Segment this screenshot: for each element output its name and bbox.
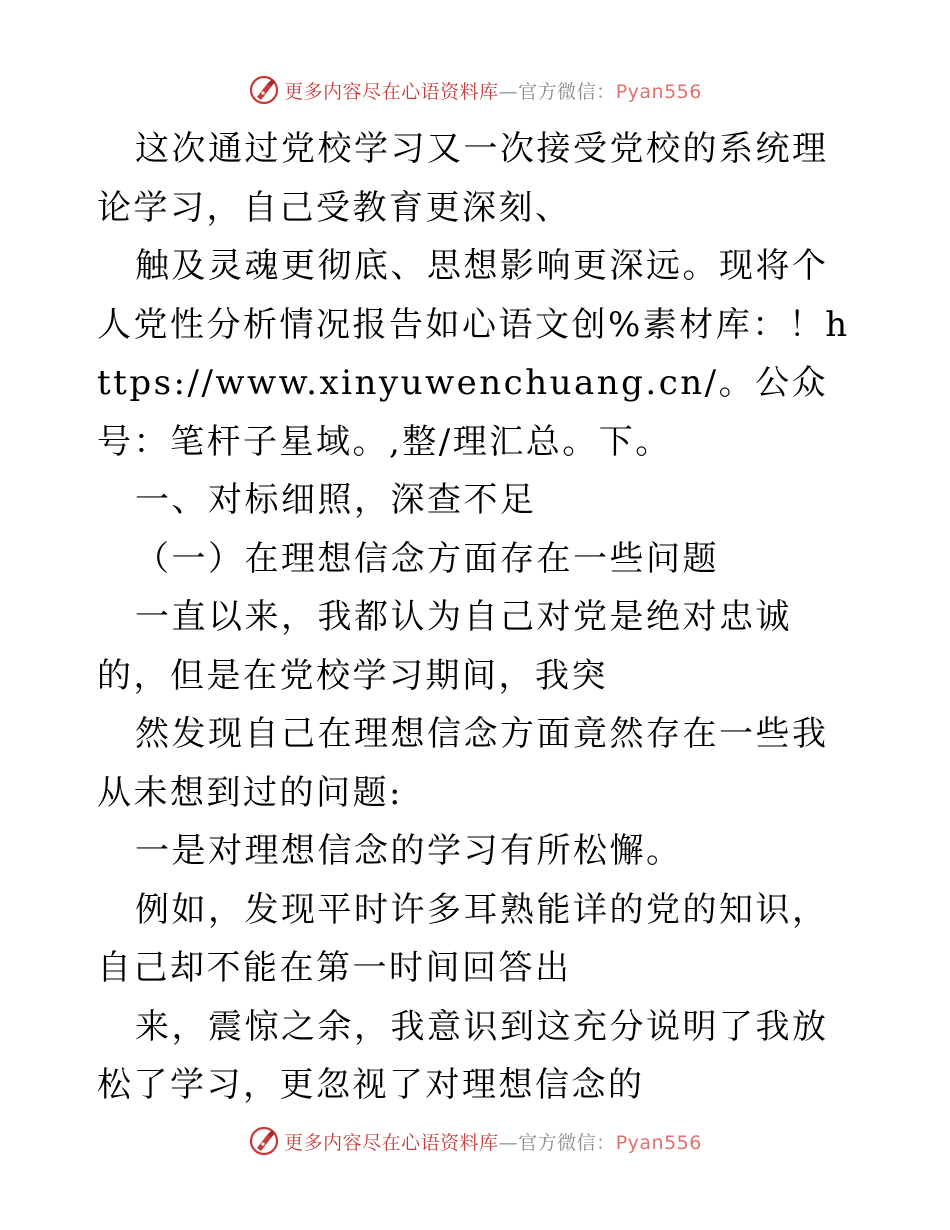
footer-banner-handle: Pyan556 (615, 1131, 702, 1154)
pen-nib-logo-icon (248, 1125, 280, 1157)
paragraph: 例如，发现平时许多耳熟能详的党的知识，自己却不能在第一时间回答出 (97, 889, 829, 988)
pen-nib-logo-icon (248, 74, 280, 106)
header-banner-dash: — (498, 80, 519, 103)
footer-banner (0, 1121, 950, 1161)
header-banner (0, 70, 950, 110)
footer-banner-dash: — (498, 1131, 519, 1154)
paragraph: 触及灵魂更彻底、思想影响更深远。现将个人党性分析情况报告如心语文创%素材库：！https://www.xinyuwenchuang.cn/。公众号：笔杆子星域。,整/理汇总。下。 (97, 246, 850, 462)
subsection-heading: （一）在理想信念方面存在一些问题 (135, 538, 719, 579)
header-banner-text (284, 77, 702, 104)
header-banner-handle: Pyan556 (615, 80, 702, 103)
paragraph: 来，震惊之余，我意识到这充分说明了我放松了学习，更忽视了对理想信念的 (97, 1006, 829, 1105)
paragraph: 然发现自己在理想信念方面竟然存在一些我从未想到过的问题: (97, 714, 829, 813)
footer-banner-label: 官方微信： (518, 1131, 616, 1154)
footer-banner-main: 更多内容尽在心语资料库 (284, 1131, 499, 1154)
document-body (97, 120, 857, 1115)
footer-banner-text (284, 1128, 702, 1155)
paragraph: 这次通过党校学习又一次接受党校的系统理论学习，自己受教育更深刻、 (97, 129, 829, 228)
header-banner-main: 更多内容尽在心语资料库 (284, 80, 499, 103)
header-banner-label: 官方微信： (518, 80, 616, 103)
section-heading: 一、对标细照，深查不足 (135, 480, 537, 520)
paragraph: 一是对理想信念的学习有所松懈。 (135, 831, 683, 871)
paragraph: 一直以来，我都认为自己对党是绝对忠诚的，但是在党校学习期间，我突 (97, 597, 792, 696)
